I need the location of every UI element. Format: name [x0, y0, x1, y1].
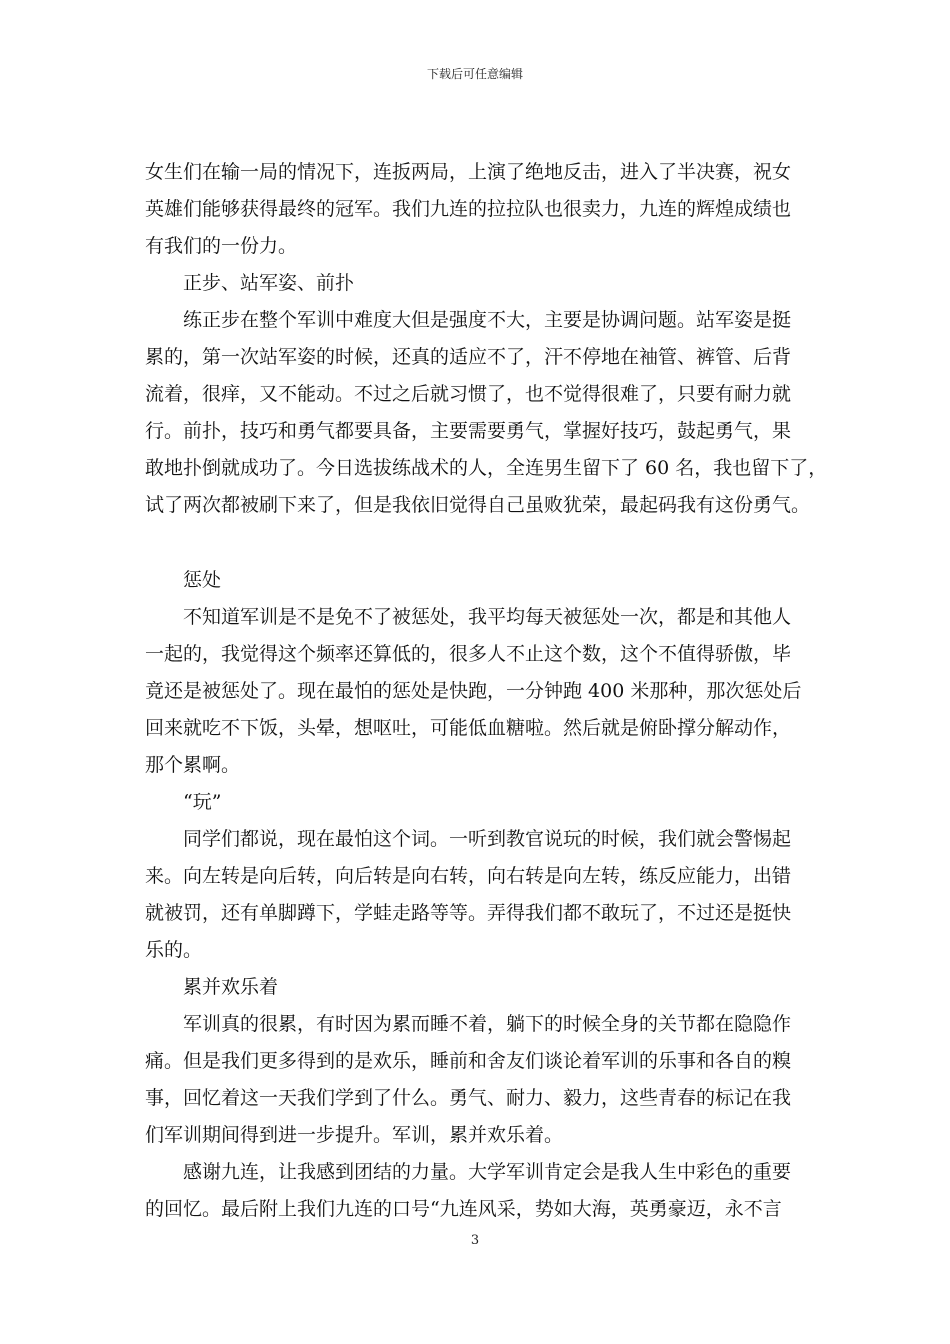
text-line: 乐的。 — [145, 939, 203, 961]
text-line: 同学们都说，现在最怕这个词。一听到教官说玩的时候，我们就会警惕起 — [145, 828, 792, 850]
text-line: 们军训期间得到进一步提升。军训，累并欢乐着。 — [145, 1124, 564, 1146]
text-line: 行。前扑，技巧和勇气都要具备，主要需要勇气，掌握好技巧，鼓起勇气，果 — [145, 420, 792, 442]
paragraph-gap — [145, 524, 810, 562]
section-heading: “玩” — [145, 791, 222, 813]
section-heading: 惩处 — [145, 569, 222, 591]
text-line: 英雄们能够获得最终的冠军。我们九连的拉拉队也很卖力，九连的辉煌成绩也 — [145, 198, 792, 220]
text-line: 痛。但是我们更多得到的是欢乐，睡前和舍友们谈论着军训的乐事和各自的糗 — [145, 1050, 792, 1072]
text-line: 的回忆。最后附上我们九连的口号“九连风采，势如大海，英勇豪迈，永不言 — [145, 1198, 782, 1220]
text-line: 就被罚，还有单脚蹲下，学蛙走路等等。弄得我们都不敢玩了，不过还是挺快 — [145, 902, 792, 924]
document-body — [145, 154, 828, 1228]
text-line: 练正步在整个军训中难度大但是强度不大，主要是协调问题。站军姿是挺 — [145, 309, 792, 331]
text-line: 那个累啊。 — [145, 754, 241, 776]
text-line: 感谢九连，让我感到团结的力量。大学军训肯定会是我人生中彩色的重要 — [145, 1161, 792, 1183]
text-line: 来。向左转是向后转，向后转是向右转，向右转是向左转，练反应能力，出错 — [145, 865, 792, 887]
text-line: 有我们的一份力。 — [145, 235, 298, 257]
text-line: 流着，很痒，又不能动。不过之后就习惯了，也不觉得很难了，只要有耐力就 — [145, 383, 792, 405]
page-number: 3 — [470, 1233, 480, 1248]
page-header: 下载后可任意编辑 — [426, 67, 523, 81]
text-line: 不知道军训是不是免不了被惩处，我平均每天被惩处一次，都是和其他人 — [145, 606, 792, 628]
text-line: 军训真的很累，有时因为累而睡不着，躺下的时候全身的关节都在隐隐作 — [145, 1013, 792, 1035]
text-line: 试了两次都被刷下来了，但是我依旧觉得自己虽败犹荣，最起码我有这份勇气。 — [145, 494, 811, 516]
section-heading: 正步、站军姿、前扑 — [145, 272, 355, 294]
text-line: 一起的，我觉得这个频率还算低的，很多人不止这个数，这个不值得骄傲，毕 — [145, 643, 792, 665]
section-heading: 累并欢乐着 — [145, 976, 279, 998]
text-line: 事，回忆着这一天我们学到了什么。勇气、耐力、毅力，这些青春的标记在我 — [145, 1087, 792, 1109]
text-line: 回来就吃不下饭，头晕，想呕吐，可能低血糖啦。然后就是俯卧撑分解动作， — [145, 717, 792, 739]
text-line: 女生们在输一局的情况下，连扳两局，上演了绝地反击，进入了半决赛，祝女 — [145, 161, 792, 183]
text-line: 敢地扑倒就成功了。今日选拔练战术的人，全连男生留下了 60 名，我也留下了， — [145, 457, 828, 479]
text-line: 累的，第一次站军姿的时候，还真的适应不了，汗不停地在袖管、裤管、后背 — [145, 346, 792, 368]
text-line: 竟还是被惩处了。现在最怕的惩处是快跑，一分钟跑 400 米那种，那次惩处后 — [145, 680, 802, 702]
